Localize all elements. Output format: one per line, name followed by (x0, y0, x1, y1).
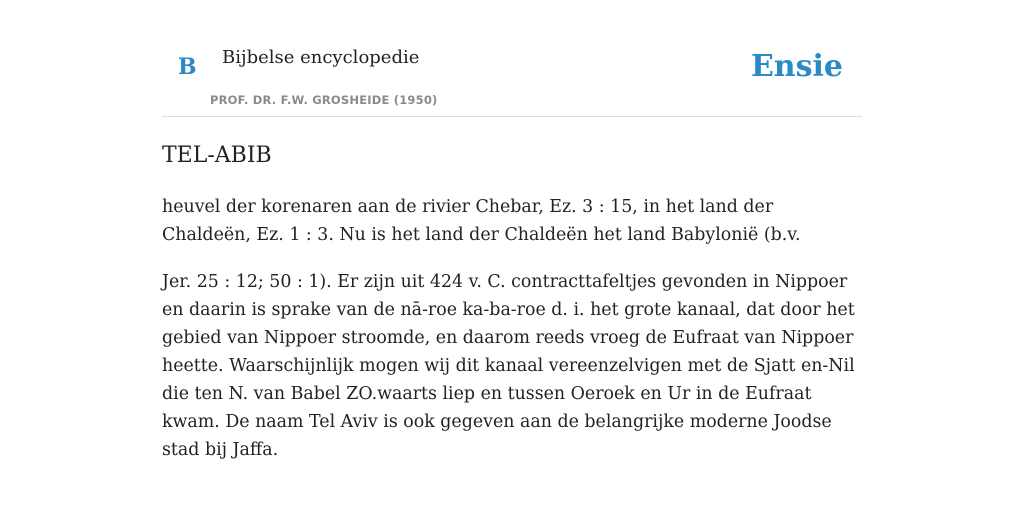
entry-paragraph: Jer. 25 : 12; 50 : 1). Er zijn uit 424 v. C. contracttafeltjes gevonden in Nippoer en daarin is sprake van de nā-roe ka-ba-roe d. i. het grote kanaal, dat door het gebied van Nippoer stroomde, en daarom reeds vroeg de Eufraat van Nippoer heette. Waarschijnlijk mogen wij dit kanaal vereenzelvigen met de Sjatt en-Nil die ten N. van Babel ZO.waarts liep en tussen Oeroek en Ur in de Eufraat kwam. De naam Tel Aviv is ook gegeven aan de belangrijke moderne Joodse stad bij Jaffa. (162, 272, 855, 461)
encyclopedia-title-link[interactable]: Bijbelse encyclopedie (222, 47, 420, 68)
ensie-logo[interactable]: Ensie (750, 49, 843, 84)
entry-paragraph: heuvel der korenaren aan de rivier Chebar, Ez. 3 : 15, in het land der Chaldeën, Ez. 1 : 3. Nu is het land der Chaldeën het land Babylonië (b.v. (162, 197, 801, 246)
entry-title: TEL-ABIB (162, 143, 272, 168)
encyclopedia-letter-badge[interactable]: B (178, 54, 197, 80)
encyclopedia-author: PROF. DR. F.W. GROSHEIDE (1950) (210, 93, 438, 107)
header (162, 0, 862, 117)
page (162, 0, 862, 464)
